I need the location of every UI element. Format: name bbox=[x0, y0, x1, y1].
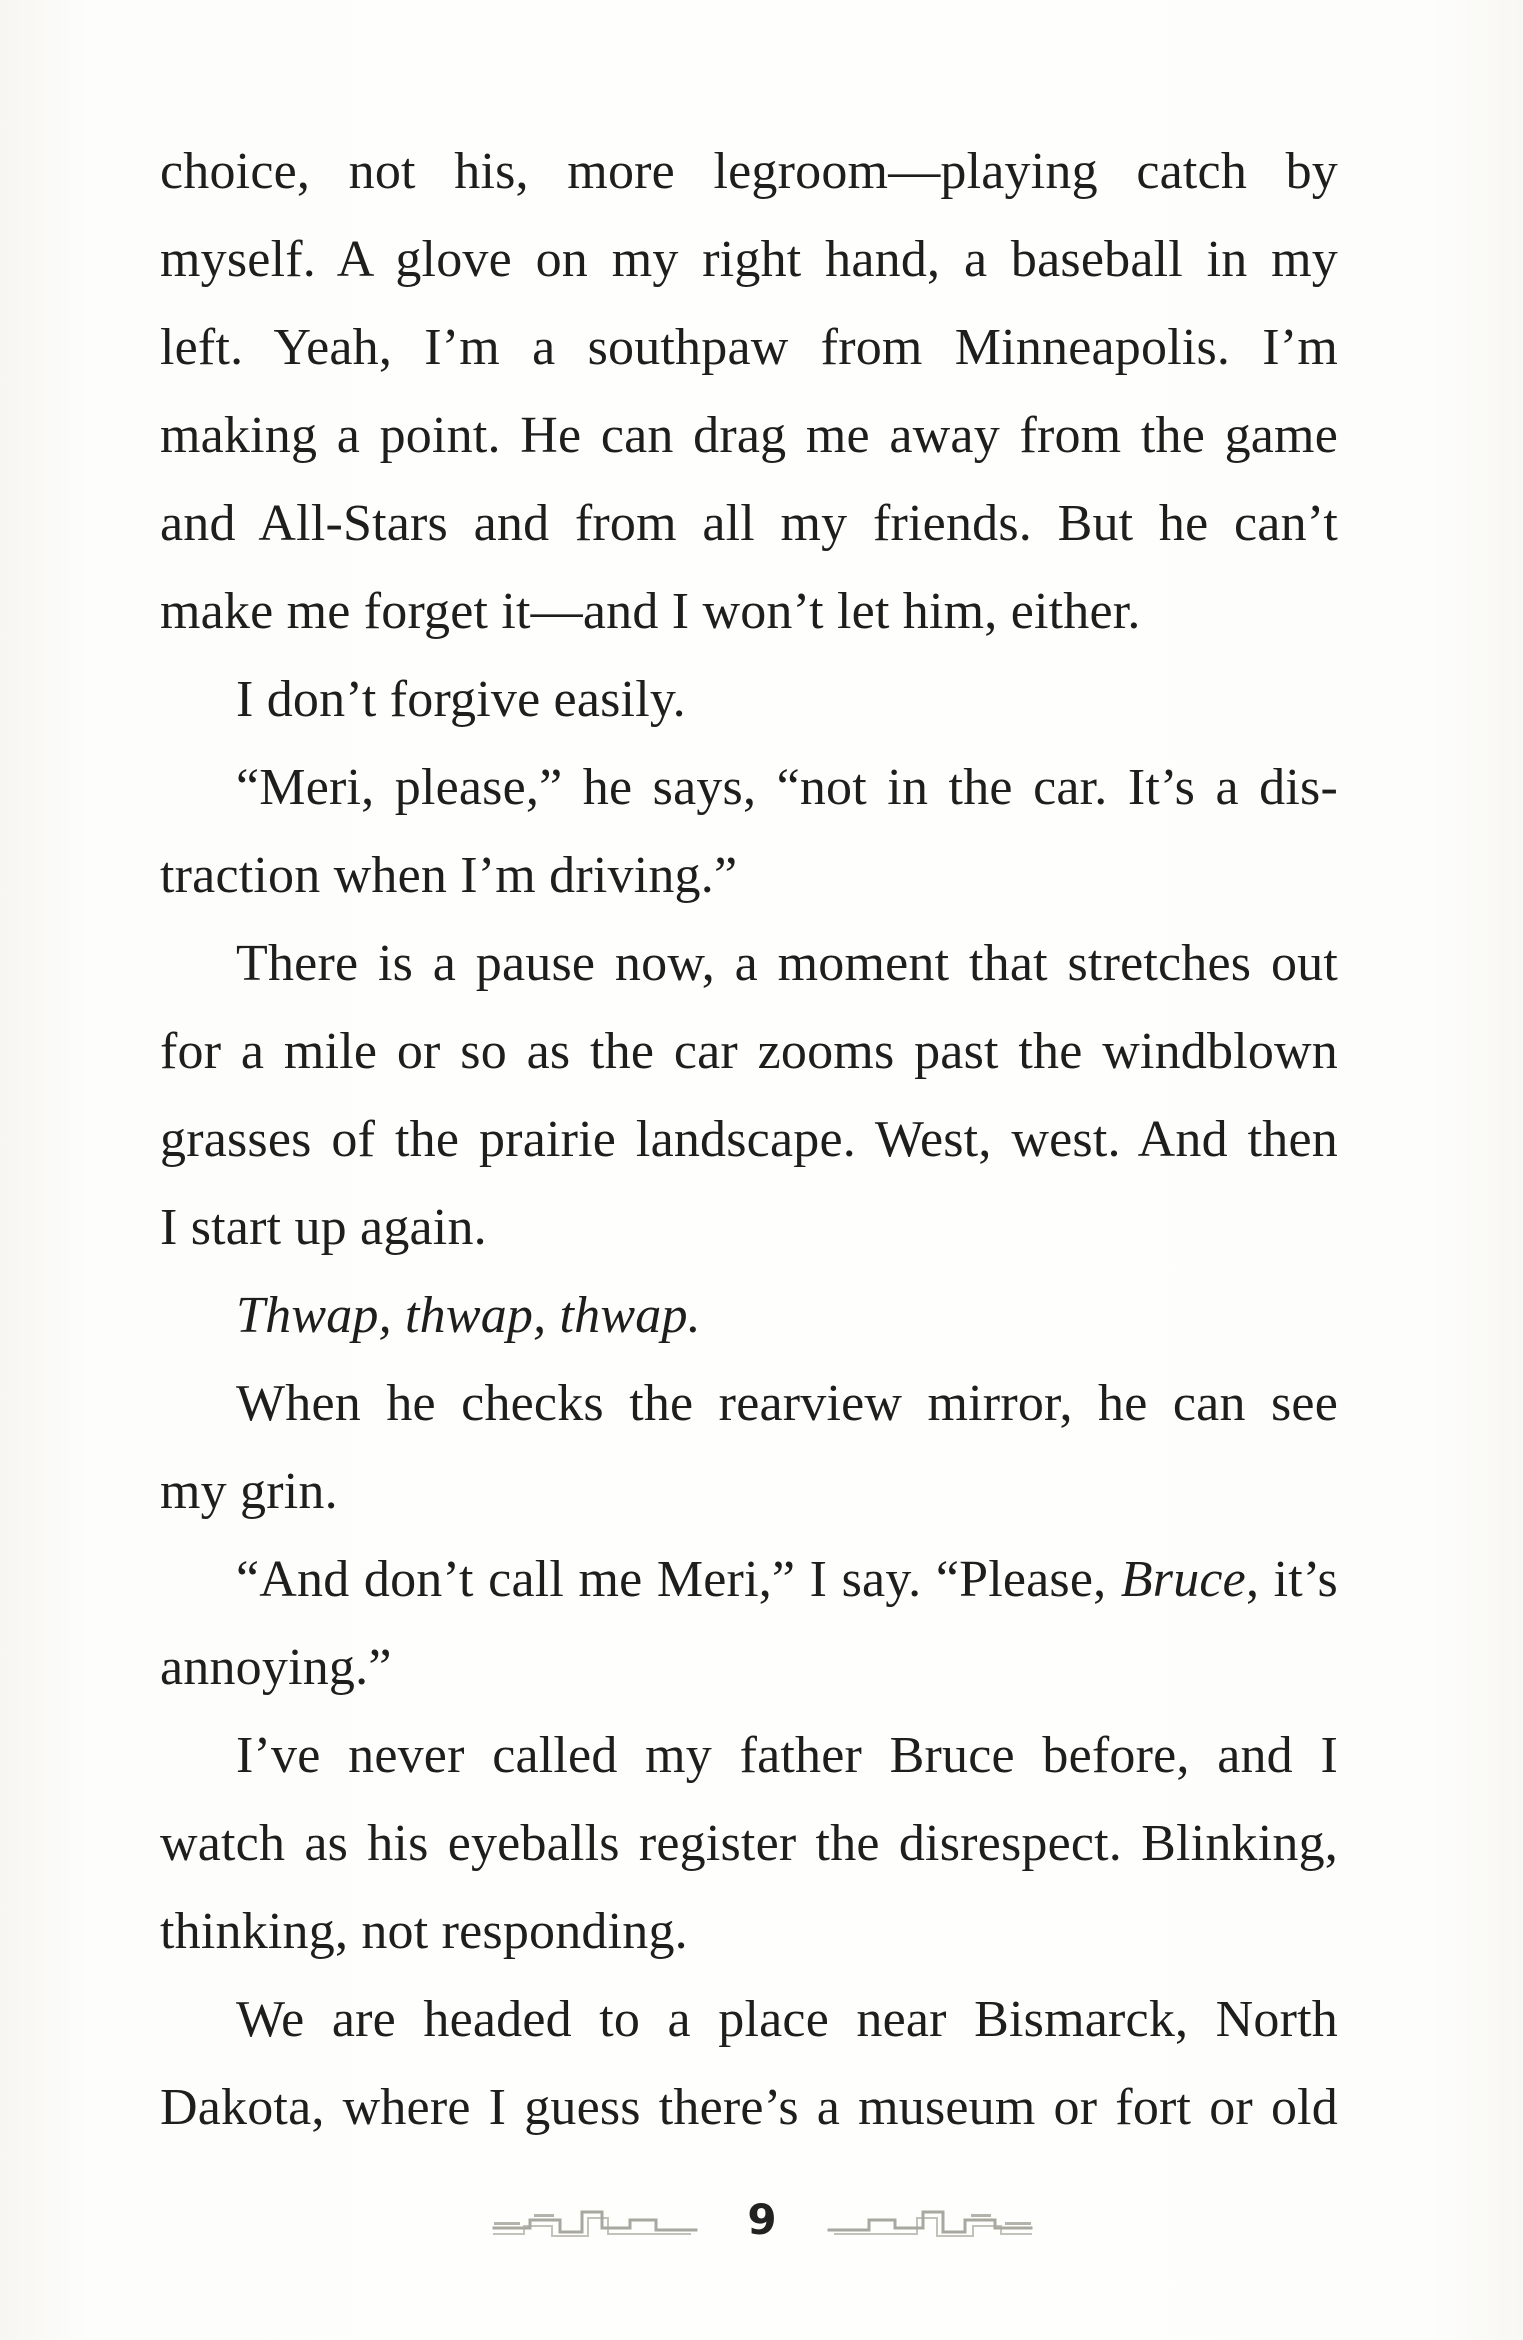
text-line: watch as his eyeballs register the disrespect. Blinking, bbox=[160, 1815, 1338, 1872]
text-line: We are headed to a place near Bismarck, North bbox=[236, 1991, 1338, 2048]
text-line: making a point. He can drag me away from the game bbox=[160, 407, 1338, 464]
text-line: and All-Stars and from all my friends. But he can’t bbox=[160, 495, 1338, 552]
text-line: myself. A glove on my right hand, a baseball in my bbox=[160, 231, 1338, 288]
text-line: for a mile or so as the car zooms past the windblown bbox=[160, 1023, 1338, 1080]
text-line: grasses of the prairie landscape. West, west. And then bbox=[160, 1111, 1338, 1168]
decorative-border-icon bbox=[490, 2202, 700, 2242]
text-segment: , it’s bbox=[1245, 1551, 1338, 1608]
text-line: make me forget it—and I won’t let him, either. bbox=[160, 583, 1141, 640]
text-line: thinking, not responding. bbox=[160, 1903, 688, 1960]
decorative-border-icon bbox=[825, 2202, 1035, 2242]
text-line: Dakota, where I guess there’s a museum or fort or old bbox=[160, 2079, 1338, 2136]
text-line: Thwap, thwap, thwap. bbox=[236, 1287, 701, 1344]
text-segment: “And don’t call me Meri,” I say. “Please, bbox=[236, 1551, 1121, 1608]
text-line: traction when I’m driving.” bbox=[160, 847, 738, 904]
body-text bbox=[160, 128, 1338, 2152]
page-footer bbox=[0, 2192, 1523, 2252]
text-line: I don’t forgive easily. bbox=[236, 671, 686, 728]
text-line: choice, not his, more legroom—playing catch by bbox=[160, 143, 1338, 200]
text-line: I’ve never called my father Bruce before, and I bbox=[236, 1727, 1338, 1784]
text-line: annoying.” bbox=[160, 1639, 392, 1696]
text-line: When he checks the rearview mirror, he can see bbox=[236, 1375, 1338, 1432]
text-line: left. Yeah, I’m a southpaw from Minneapolis. I’m bbox=[160, 319, 1338, 376]
text-line: “Meri, please,” he says, “not in the car. It’s a dis- bbox=[236, 759, 1338, 816]
text-line: my grin. bbox=[160, 1463, 338, 1520]
text-line bbox=[160, 1536, 1338, 1624]
text-line: I start up again. bbox=[160, 1199, 487, 1256]
text-line: There is a pause now, a moment that stretches out bbox=[236, 935, 1338, 992]
page-number: 9 bbox=[747, 2195, 777, 2244]
italic-text: Bruce bbox=[1120, 1551, 1246, 1608]
